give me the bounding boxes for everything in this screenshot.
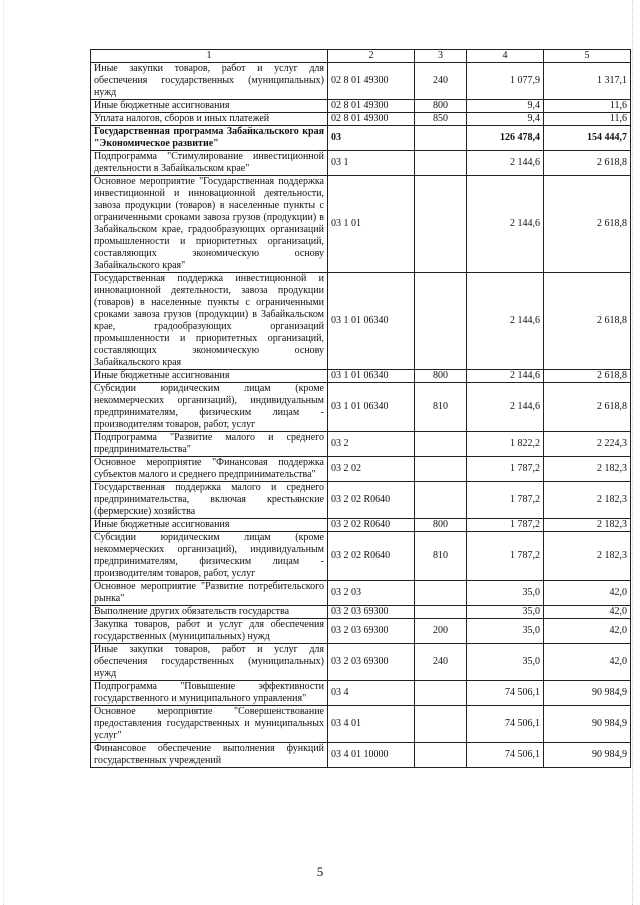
table-row <box>91 126 631 151</box>
row-expense-type-cell: 800 <box>415 519 467 532</box>
table-row <box>91 519 631 532</box>
header-col-3: 3 <box>415 50 467 63</box>
row-expense-type-cell <box>415 581 467 606</box>
row-expense-type-cell <box>415 273 467 370</box>
row-amount-year2-cell: 42,0 <box>544 619 631 644</box>
row-amount-year1-cell: 1 787,2 <box>467 457 544 482</box>
table-row <box>91 113 631 126</box>
row-amount-year1-cell: 2 144,6 <box>467 151 544 176</box>
table-row <box>91 273 631 370</box>
row-expense-type-cell: 810 <box>415 532 467 581</box>
row-code-cell: 02 8 01 49300 <box>328 63 415 100</box>
row-amount-year2-cell: 2 182,3 <box>544 482 631 519</box>
row-name-cell: Субсидии юридическим лицам (кроме некоммерческих организаций), индивидуальным предпринимателям, физическим лицам - производителям товаров, работ, услуг <box>91 383 328 432</box>
row-amount-year1-cell: 2 144,6 <box>467 383 544 432</box>
row-amount-year1-cell: 74 506,1 <box>467 706 544 743</box>
row-amount-year1-cell: 1 822,2 <box>467 432 544 457</box>
row-expense-type-cell <box>415 743 467 768</box>
row-code-cell: 03 2 03 69300 <box>328 619 415 644</box>
table-header-row <box>91 50 631 63</box>
table-row <box>91 383 631 432</box>
row-name-cell: Иные бюджетные ассигнования <box>91 519 328 532</box>
row-amount-year2-cell: 90 984,9 <box>544 743 631 768</box>
row-amount-year1-cell: 2 144,6 <box>467 273 544 370</box>
row-amount-year2-cell: 90 984,9 <box>544 681 631 706</box>
row-code-cell: 03 4 01 10000 <box>328 743 415 768</box>
row-code-cell: 03 2 <box>328 432 415 457</box>
row-expense-type-cell <box>415 126 467 151</box>
table-row <box>91 606 631 619</box>
row-name-cell: Субсидии юридическим лицам (кроме некоммерческих организаций), индивидуальным предпринимателям, физическим лицам - производителям товаров, работ, услуг <box>91 532 328 581</box>
budget-table <box>90 49 631 768</box>
table-row <box>91 100 631 113</box>
row-code-cell: 03 2 02 R0640 <box>328 519 415 532</box>
row-name-cell: Подпрограмма "Стимулирование инвестиционной деятельности в Забайкальском крае" <box>91 151 328 176</box>
page-number: 5 <box>316 864 324 879</box>
row-amount-year1-cell: 1 787,2 <box>467 482 544 519</box>
header-col-4: 4 <box>467 50 544 63</box>
header-col-5: 5 <box>544 50 631 63</box>
row-amount-year2-cell: 2 618,8 <box>544 176 631 273</box>
table-row <box>91 457 631 482</box>
row-name-cell: Подпрограмма "Развитие малого и среднего предпринимательства" <box>91 432 328 457</box>
row-expense-type-cell <box>415 151 467 176</box>
row-code-cell: 03 4 <box>328 681 415 706</box>
row-expense-type-cell <box>415 176 467 273</box>
table-row <box>91 176 631 273</box>
row-amount-year2-cell: 2 182,3 <box>544 457 631 482</box>
row-code-cell: 03 2 02 R0640 <box>328 482 415 519</box>
row-name-cell: Государственная программа Забайкальского края "Экономическое развитие" <box>91 126 328 151</box>
budget-table-body <box>91 50 631 768</box>
row-amount-year1-cell: 9,4 <box>467 100 544 113</box>
row-code-cell: 03 2 03 69300 <box>328 606 415 619</box>
row-amount-year1-cell: 35,0 <box>467 581 544 606</box>
row-amount-year1-cell: 2 144,6 <box>467 370 544 383</box>
row-amount-year2-cell: 2 618,8 <box>544 151 631 176</box>
row-amount-year2-cell: 2 618,8 <box>544 383 631 432</box>
row-code-cell: 03 <box>328 126 415 151</box>
row-amount-year1-cell: 126 478,4 <box>467 126 544 151</box>
row-code-cell: 03 2 03 69300 <box>328 644 415 681</box>
row-amount-year1-cell: 2 144,6 <box>467 176 544 273</box>
table-row <box>91 370 631 383</box>
row-expense-type-cell: 800 <box>415 100 467 113</box>
row-name-cell: Выполнение других обязательств государства <box>91 606 328 619</box>
row-expense-type-cell <box>415 457 467 482</box>
header-col-1: 1 <box>91 50 328 63</box>
row-expense-type-cell: 800 <box>415 370 467 383</box>
row-amount-year2-cell: 2 618,8 <box>544 273 631 370</box>
row-expense-type-cell: 240 <box>415 644 467 681</box>
row-expense-type-cell <box>415 606 467 619</box>
row-name-cell: Основное мероприятие "Финансовая поддержка субъектов малого и среднего предпринимательства" <box>91 457 328 482</box>
row-amount-year2-cell: 90 984,9 <box>544 706 631 743</box>
row-code-cell: 03 2 02 R0640 <box>328 532 415 581</box>
row-amount-year2-cell: 11,6 <box>544 100 631 113</box>
row-code-cell: 03 2 02 <box>328 457 415 482</box>
table-row <box>91 532 631 581</box>
row-amount-year2-cell: 2 182,3 <box>544 532 631 581</box>
row-expense-type-cell <box>415 681 467 706</box>
row-name-cell: Иные бюджетные ассигнования <box>91 370 328 383</box>
row-expense-type-cell <box>415 482 467 519</box>
table-row <box>91 644 631 681</box>
row-expense-type-cell: 240 <box>415 63 467 100</box>
header-col-2: 2 <box>328 50 415 63</box>
row-amount-year1-cell: 1 787,2 <box>467 519 544 532</box>
row-code-cell: 03 1 01 06340 <box>328 273 415 370</box>
table-row <box>91 706 631 743</box>
row-amount-year2-cell: 154 444,7 <box>544 126 631 151</box>
row-expense-type-cell <box>415 706 467 743</box>
row-amount-year2-cell: 2 182,3 <box>544 519 631 532</box>
row-name-cell: Закупка товаров, работ и услуг для обеспечения государственных (муниципальных) нужд <box>91 619 328 644</box>
row-amount-year1-cell: 1 077,9 <box>467 63 544 100</box>
row-amount-year1-cell: 35,0 <box>467 606 544 619</box>
row-name-cell: Государственная поддержка малого и среднего предпринимательства, включая крестьянские (фермерские) хозяйства <box>91 482 328 519</box>
scan-edge-right <box>631 0 633 905</box>
table-row <box>91 681 631 706</box>
row-amount-year2-cell: 1 317,1 <box>544 63 631 100</box>
table-row <box>91 63 631 100</box>
table-row <box>91 619 631 644</box>
row-expense-type-cell: 850 <box>415 113 467 126</box>
table-row <box>91 151 631 176</box>
row-code-cell: 03 4 01 <box>328 706 415 743</box>
row-code-cell: 03 1 <box>328 151 415 176</box>
row-amount-year2-cell: 2 224,3 <box>544 432 631 457</box>
row-name-cell: Основное мероприятие "Развитие потребительского рынка" <box>91 581 328 606</box>
row-code-cell: 03 1 01 <box>328 176 415 273</box>
row-code-cell: 02 8 01 49300 <box>328 113 415 126</box>
row-code-cell: 03 1 01 06340 <box>328 383 415 432</box>
row-code-cell: 03 2 03 <box>328 581 415 606</box>
row-name-cell: Основное мероприятие "Государственная поддержка инвестиционной и инновационной деятельности, завоза продукции (товаров) в населенные пункты с ограниченными сроками завоза грузов (продукции) в Забайкальском крае, градообразующих организаций промышленности и приоритетных организаций, составляющих экономическую основу Забайкальского края" <box>91 176 328 273</box>
row-amount-year1-cell: 35,0 <box>467 619 544 644</box>
row-expense-type-cell: 200 <box>415 619 467 644</box>
row-name-cell: Иные бюджетные ассигнования <box>91 100 328 113</box>
row-amount-year1-cell: 9,4 <box>467 113 544 126</box>
scan-edge-left <box>3 0 5 905</box>
row-amount-year2-cell: 2 618,8 <box>544 370 631 383</box>
row-name-cell: Уплата налогов, сборов и иных платежей <box>91 113 328 126</box>
row-amount-year2-cell: 42,0 <box>544 606 631 619</box>
row-amount-year1-cell: 74 506,1 <box>467 681 544 706</box>
row-amount-year1-cell: 35,0 <box>467 644 544 681</box>
row-amount-year2-cell: 42,0 <box>544 581 631 606</box>
row-code-cell: 02 8 01 49300 <box>328 100 415 113</box>
row-amount-year1-cell: 74 506,1 <box>467 743 544 768</box>
table-row <box>91 432 631 457</box>
row-name-cell: Подпрограмма "Повышение эффективности государственного и муниципального управления" <box>91 681 328 706</box>
row-code-cell: 03 1 01 06340 <box>328 370 415 383</box>
table-row <box>91 743 631 768</box>
row-amount-year2-cell: 11,6 <box>544 113 631 126</box>
row-amount-year1-cell: 1 787,2 <box>467 532 544 581</box>
table-row <box>91 581 631 606</box>
table-row <box>91 482 631 519</box>
row-amount-year2-cell: 42,0 <box>544 644 631 681</box>
row-name-cell: Иные закупки товаров, работ и услуг для обеспечения государственных (муниципальных) нужд <box>91 63 328 100</box>
row-name-cell: Основное мероприятие "Совершенствование предоставления государственных и муниципальных услуг" <box>91 706 328 743</box>
row-name-cell: Государственная поддержка инвестиционной и инновационной деятельности, завоза продукции (товаров) в населенные пункты с ограниченными сроками завоза грузов (продукции) в Забайкальском крае, градообразующих организаций промышленности и приоритетных организаций, составляющих экономическую основу Забайкальского края <box>91 273 328 370</box>
row-expense-type-cell <box>415 432 467 457</box>
row-name-cell: Иные закупки товаров, работ и услуг для обеспечения государственных (муниципальных) нужд <box>91 644 328 681</box>
row-name-cell: Финансовое обеспечение выполнения функций государственных учреждений <box>91 743 328 768</box>
row-expense-type-cell: 810 <box>415 383 467 432</box>
